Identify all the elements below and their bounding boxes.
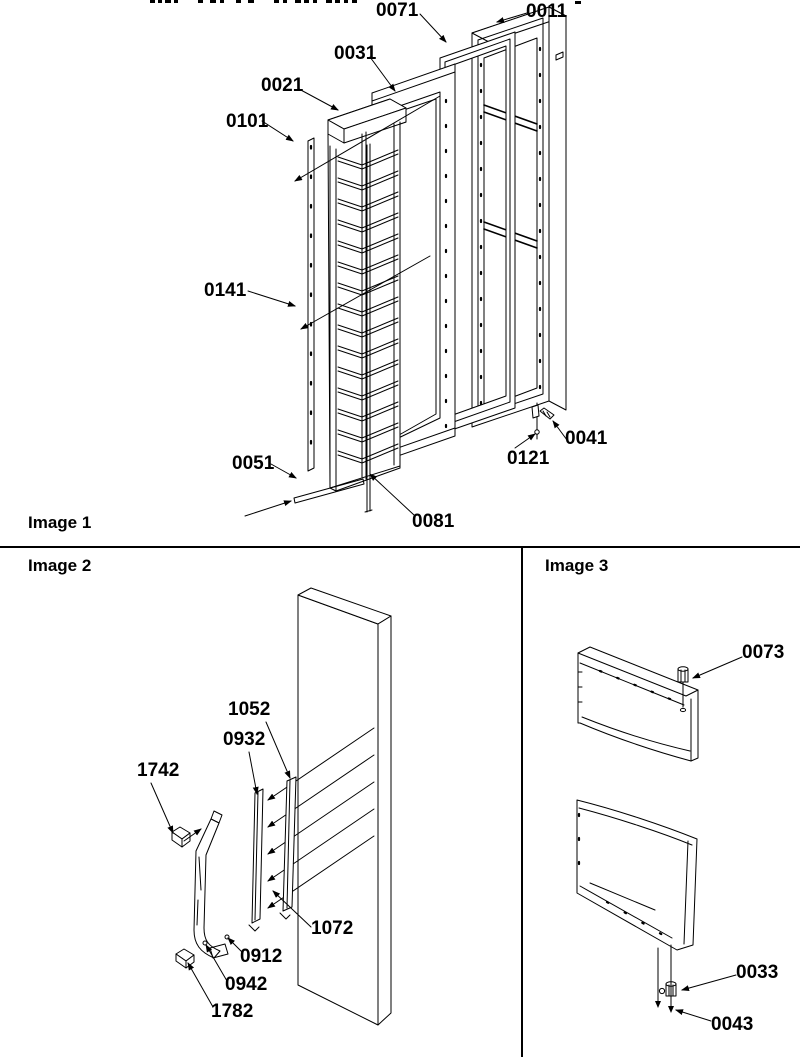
freezer-door-panel bbox=[472, 7, 566, 427]
part-label-0101: 0101 bbox=[226, 111, 269, 132]
section-caption-image2: Image 2 bbox=[28, 556, 92, 575]
part-label-0051: 0051 bbox=[232, 453, 275, 474]
part-label-0932: 0932 bbox=[223, 729, 266, 750]
part-label-0912: 0912 bbox=[240, 946, 283, 967]
part-label-1742: 1742 bbox=[137, 760, 180, 781]
part-label-1782: 1782 bbox=[211, 1001, 254, 1022]
retainer-strip bbox=[308, 138, 314, 471]
part-label-0121: 0121 bbox=[507, 448, 550, 469]
clipped-text-fragment bbox=[150, 0, 581, 4]
part-label-0071: 0071 bbox=[376, 0, 419, 21]
handle-trim-strip-1 bbox=[249, 789, 263, 931]
screw-0033 bbox=[659, 982, 676, 996]
door-handle bbox=[194, 811, 229, 958]
part-label-0011: 0011 bbox=[526, 1, 568, 22]
part-label-0081: 0081 bbox=[412, 511, 455, 532]
section-caption-image3: Image 3 bbox=[545, 556, 609, 575]
part-label-0021: 0021 bbox=[261, 75, 304, 96]
part-label-1052: 1052 bbox=[228, 699, 271, 720]
shelf-cover-top bbox=[578, 647, 698, 761]
part-label-0141: 0141 bbox=[204, 280, 247, 301]
handle-end-cap-top bbox=[172, 827, 190, 847]
part-label-0041: 0041 bbox=[565, 428, 608, 449]
image3-door-shelves bbox=[577, 647, 742, 1021]
handle-end-cap-bottom bbox=[176, 949, 194, 968]
part-label-0073: 0073 bbox=[742, 642, 785, 663]
part-label-0043: 0043 bbox=[711, 1014, 754, 1035]
door-slab bbox=[298, 588, 391, 1025]
part-label-0033: 0033 bbox=[736, 962, 779, 983]
part-label-0031: 0031 bbox=[334, 43, 377, 64]
part-label-1072: 1072 bbox=[311, 918, 354, 939]
shelf-bin-bottom bbox=[577, 800, 697, 1008]
section-caption-image1: Image 1 bbox=[28, 513, 92, 532]
part-label-0942: 0942 bbox=[225, 974, 268, 995]
